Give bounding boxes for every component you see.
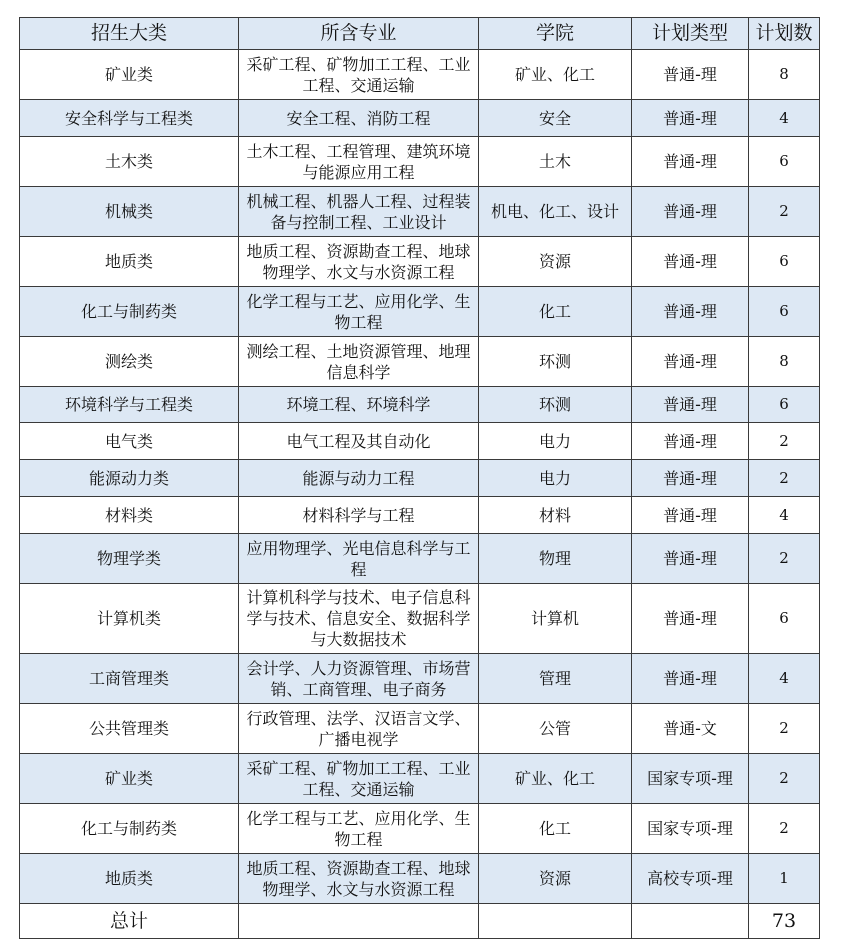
header-plan-count: 计划数: [749, 18, 820, 50]
cell-plan-type: 普通-理: [632, 460, 749, 497]
cell-category: 能源动力类: [20, 460, 239, 497]
total-empty-cell: [479, 904, 632, 939]
cell-college: 环测: [479, 387, 632, 423]
cell-category: 工商管理类: [20, 654, 239, 704]
cell-college: 物理: [479, 534, 632, 584]
cell-majors: 能源与动力工程: [239, 460, 479, 497]
cell-plan-count: 1: [749, 854, 820, 904]
cell-majors: 会计学、人力资源管理、市场营销、工商管理、电子商务: [239, 654, 479, 704]
cell-plan-type: 普通-理: [632, 50, 749, 100]
cell-majors: 化学工程与工艺、应用化学、生物工程: [239, 804, 479, 854]
table-header-row: [20, 18, 820, 50]
cell-college: 管理: [479, 654, 632, 704]
cell-college: 电力: [479, 460, 632, 497]
cell-college: 机电、化工、设计: [479, 187, 632, 237]
table-row: [20, 804, 820, 854]
cell-majors: 地质工程、资源勘查工程、地球物理学、水文与水资源工程: [239, 854, 479, 904]
cell-plan-count: 2: [749, 423, 820, 460]
cell-category: 测绘类: [20, 337, 239, 387]
table-row: [20, 387, 820, 423]
cell-majors: 土木工程、工程管理、建筑环境与能源应用工程: [239, 137, 479, 187]
cell-plan-count: 4: [749, 654, 820, 704]
cell-majors: 采矿工程、矿物加工工程、工业工程、交通运输: [239, 50, 479, 100]
cell-college: 土木: [479, 137, 632, 187]
cell-plan-type: 普通-理: [632, 287, 749, 337]
cell-plan-count: 2: [749, 704, 820, 754]
cell-category: 地质类: [20, 237, 239, 287]
table-row: [20, 337, 820, 387]
cell-majors: 材料科学与工程: [239, 497, 479, 534]
cell-plan-type: 国家专项-理: [632, 804, 749, 854]
cell-plan-type: 普通-理: [632, 584, 749, 654]
total-row: [20, 904, 820, 939]
cell-plan-count: 2: [749, 754, 820, 804]
cell-category: 公共管理类: [20, 704, 239, 754]
cell-category: 材料类: [20, 497, 239, 534]
table-row: [20, 287, 820, 337]
cell-plan-type: 普通-理: [632, 387, 749, 423]
header-plan-type: 计划类型: [632, 18, 749, 50]
table-row: [20, 187, 820, 237]
cell-plan-count: 6: [749, 237, 820, 287]
total-count: 73: [749, 904, 820, 939]
total-empty-cell: [632, 904, 749, 939]
cell-category: 矿业类: [20, 754, 239, 804]
cell-plan-type: 普通-理: [632, 423, 749, 460]
cell-college: 公管: [479, 704, 632, 754]
header-category: 招生大类: [20, 18, 239, 50]
table-row: [20, 497, 820, 534]
cell-college: 化工: [479, 804, 632, 854]
cell-majors: 行政管理、法学、汉语言文学、广播电视学: [239, 704, 479, 754]
cell-college: 安全: [479, 100, 632, 137]
table-row: [20, 460, 820, 497]
table-row: [20, 534, 820, 584]
cell-college: 化工: [479, 287, 632, 337]
cell-plan-count: 2: [749, 534, 820, 584]
cell-college: 矿业、化工: [479, 50, 632, 100]
cell-category: 地质类: [20, 854, 239, 904]
cell-plan-count: 2: [749, 804, 820, 854]
cell-plan-count: 2: [749, 460, 820, 497]
table-row: [20, 237, 820, 287]
cell-category: 环境科学与工程类: [20, 387, 239, 423]
cell-plan-count: 6: [749, 584, 820, 654]
cell-college: 材料: [479, 497, 632, 534]
table-row: [20, 654, 820, 704]
cell-college: 资源: [479, 237, 632, 287]
cell-category: 安全科学与工程类: [20, 100, 239, 137]
cell-plan-type: 高校专项-理: [632, 854, 749, 904]
total-label: 总计: [20, 904, 239, 939]
cell-category: 物理学类: [20, 534, 239, 584]
cell-plan-type: 普通-理: [632, 654, 749, 704]
cell-majors: 地质工程、资源勘查工程、地球物理学、水文与水资源工程: [239, 237, 479, 287]
header-college: 学院: [479, 18, 632, 50]
cell-plan-type: 普通-理: [632, 100, 749, 137]
cell-majors: 机械工程、机器人工程、过程装备与控制工程、工业设计: [239, 187, 479, 237]
table-row: [20, 704, 820, 754]
table-row: [20, 137, 820, 187]
cell-college: 矿业、化工: [479, 754, 632, 804]
enrollment-plan-table: [19, 17, 820, 939]
cell-plan-count: 4: [749, 497, 820, 534]
cell-plan-type: 普通-文: [632, 704, 749, 754]
cell-plan-type: 普通-理: [632, 237, 749, 287]
table-row: [20, 854, 820, 904]
cell-plan-count: 8: [749, 50, 820, 100]
table-row: [20, 584, 820, 654]
cell-college: 资源: [479, 854, 632, 904]
cell-category: 矿业类: [20, 50, 239, 100]
cell-plan-count: 6: [749, 287, 820, 337]
cell-majors: 环境工程、环境科学: [239, 387, 479, 423]
table-row: [20, 423, 820, 460]
cell-category: 化工与制药类: [20, 804, 239, 854]
cell-plan-count: 8: [749, 337, 820, 387]
cell-category: 机械类: [20, 187, 239, 237]
cell-category: 计算机类: [20, 584, 239, 654]
cell-plan-type: 国家专项-理: [632, 754, 749, 804]
cell-plan-count: 6: [749, 387, 820, 423]
cell-plan-type: 普通-理: [632, 187, 749, 237]
cell-plan-count: 2: [749, 187, 820, 237]
cell-category: 土木类: [20, 137, 239, 187]
cell-plan-type: 普通-理: [632, 137, 749, 187]
cell-plan-count: 4: [749, 100, 820, 137]
cell-majors: 采矿工程、矿物加工工程、工业工程、交通运输: [239, 754, 479, 804]
table-row: [20, 754, 820, 804]
header-majors: 所含专业: [239, 18, 479, 50]
cell-plan-type: 普通-理: [632, 497, 749, 534]
cell-majors: 电气工程及其自动化: [239, 423, 479, 460]
table-row: [20, 50, 820, 100]
cell-majors: 应用物理学、光电信息科学与工程: [239, 534, 479, 584]
cell-majors: 测绘工程、土地资源管理、地理信息科学: [239, 337, 479, 387]
cell-majors: 化学工程与工艺、应用化学、生物工程: [239, 287, 479, 337]
cell-college: 电力: [479, 423, 632, 460]
cell-plan-type: 普通-理: [632, 534, 749, 584]
cell-category: 电气类: [20, 423, 239, 460]
total-empty-cell: [239, 904, 479, 939]
table-body: [20, 50, 820, 939]
cell-plan-type: 普通-理: [632, 337, 749, 387]
table-row: [20, 100, 820, 137]
cell-category: 化工与制药类: [20, 287, 239, 337]
cell-majors: 计算机科学与技术、电子信息科学与技术、信息安全、数据科学与大数据技术: [239, 584, 479, 654]
cell-majors: 安全工程、消防工程: [239, 100, 479, 137]
cell-college: 计算机: [479, 584, 632, 654]
cell-college: 环测: [479, 337, 632, 387]
cell-plan-count: 6: [749, 137, 820, 187]
